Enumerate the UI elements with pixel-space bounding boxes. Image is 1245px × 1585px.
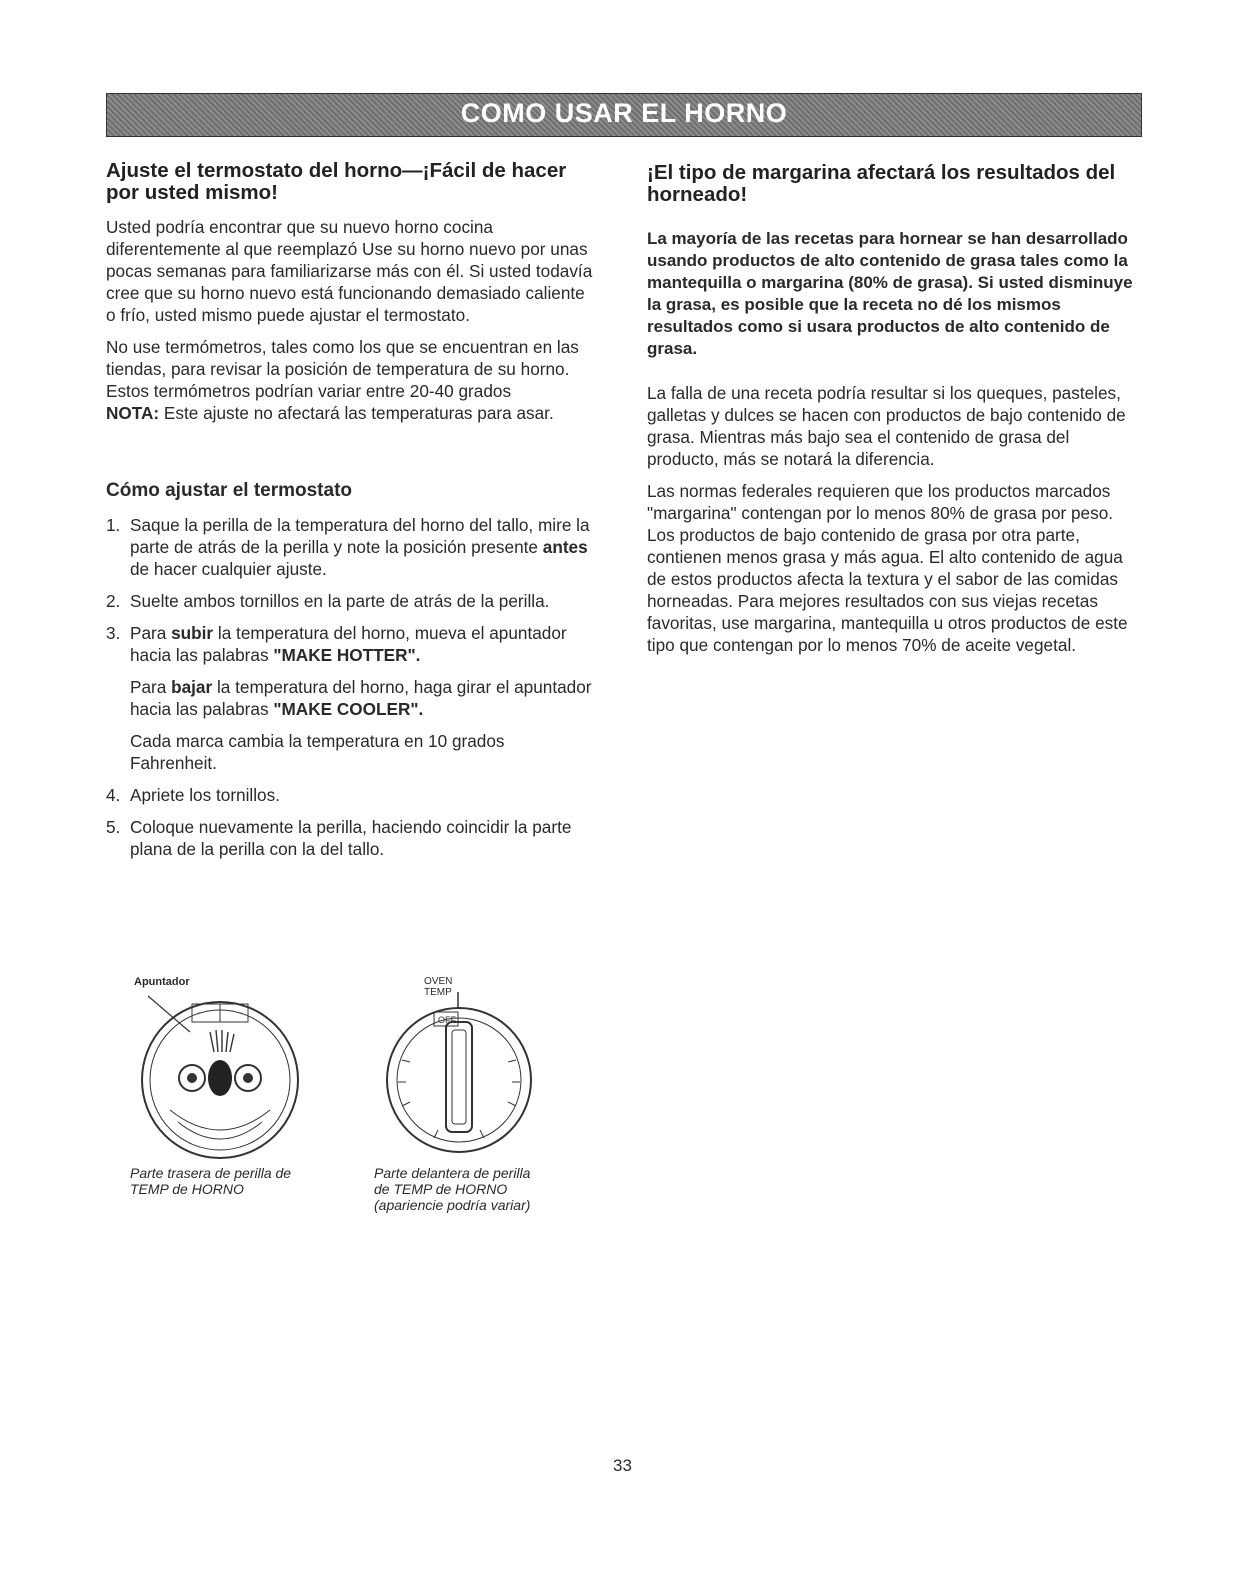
thermostat-heading: Ajuste el termostato del horno—¡Fácil de hacer por usted mismo! <box>106 159 567 204</box>
step-item: 1. Saque la perilla de la temperatura del horno del tallo, mire la parte de atrás de la perilla y note la posición presente antes de hacer cualquier ajuste. <box>106 515 590 579</box>
steps-list <box>106 514 596 860</box>
adjust-subheading: Cómo ajustar el termostato <box>106 480 352 501</box>
recipe-failure-paragraph: La falla de una receta podría resultar si los queques, pasteles, galletas y dulces se hacen con productos de bajo contenido de grasa. Mientras más bajo sea el contenido de grasa del producto, más se notará la diferencia. <box>647 383 1126 469</box>
note-paragraph: NOTA: Este ajuste no afectará las temperaturas para asar. <box>106 403 554 423</box>
step-item: 3. Para subir la temperatura del horno, mueva el apuntador hacia las palabras "MAKE HOTTER". Para bajar la temperatura del horno, haga girar el apuntador hacia las palabras "MAKE COOLER". Cada marca cambia la temperatura en 10 grados Fahrenheit. <box>106 622 596 774</box>
right-column <box>647 162 1139 666</box>
step-item: 5. Coloque nuevamente la perilla, haciendo coincidir la parte plana de la perilla con la del tallo. <box>106 817 572 859</box>
federal-standards-paragraph: Las normas federales requieren que los productos marcados "margarina" contengan por lo menos 80% de grasa por peso. Los productos de bajo contenido de grasa por otra parte, contienen menos grasa y más agua. El alto contenido de agua de estos productos afecta la textura y el sabor de las comidas horneadas. Para mejores resultados con sus viejas recetas favoritas, use margarina, mantequilla u otros productos de este tipo que contengan por lo menos 70% de aceite vegetal. <box>647 481 1128 655</box>
note-label: NOTA: <box>106 403 160 423</box>
step-sub-paragraph: Cada marca cambia la temperatura en 10 grados Fahrenheit. <box>130 731 505 773</box>
thermometer-paragraph: No use termómetros, tales como los que se encuentran en las tiendas, para revisar la posición de temperatura de su horno. Estos termómetros podrían variar entre 20-40 grados <box>106 337 579 401</box>
knob-figures <box>130 970 590 1220</box>
back-caption: Parte trasera de perilla de TEMP de HORNO <box>130 1165 292 1197</box>
banner-title: COMO USAR EL HORNO <box>460 98 788 128</box>
margarine-bold-paragraph: La mayoría de las recetas para hornear se han desarrollado usando productos de alto contenido de grasa tales como la mantequilla o margarina (80% de grasa). Si usted disminuye la grasa, es posible que la receta no dé los mismos resultados como si usara productos de alto contenido de grasa. <box>647 229 1133 358</box>
front-caption: Parte delantera de perilla de TEMP de HORNO (apariencie podría variar) <box>374 1165 531 1213</box>
oven-temp-label: OVEN TEMP <box>424 976 453 998</box>
step-sub-paragraph: Para bajar la temperatura del horno, haga girar el apuntador hacia las palabras "MAKE COOLER". <box>130 677 592 719</box>
intro-paragraph: Usted podría encontrar que su nuevo horno cocina diferentemente al que reemplazó Use su horno nuevo por unas pocas semanas para familiarizarse más con él. Si usted todavía cree que su horno nuevo está funcionando demasiado caliente o frío, usted mismo puede ajustar el termostato. <box>106 217 593 325</box>
step-item: 4. Apriete los tornillos. <box>106 785 280 805</box>
page-number: 33 <box>613 1456 632 1475</box>
section-banner <box>106 93 1142 137</box>
margarine-heading: ¡El tipo de margarina afectará los resultados del horneado! <box>647 161 1116 206</box>
left-column <box>106 160 596 870</box>
knob-back-icon <box>130 990 305 1165</box>
pointer-label: Apuntador <box>134 976 190 988</box>
step-item: 2. Suelte ambos tornillos en la parte de atrás de la perilla. <box>106 591 550 611</box>
svg-text:OFF: OFF <box>438 1015 456 1025</box>
knob-front-icon <box>374 990 544 1165</box>
